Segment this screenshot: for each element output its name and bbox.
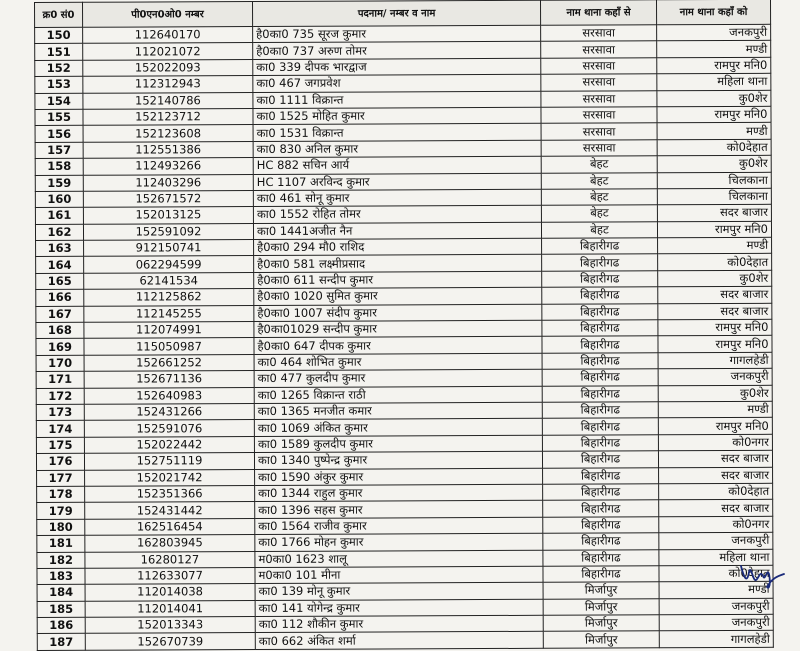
pno-cell: 152021742 [85, 469, 255, 486]
from-station-cell: बिहारीगढ [542, 353, 658, 370]
name-cell: का0 830 अनिल कुमार [253, 140, 541, 158]
pno-cell: 152123608 [83, 125, 253, 142]
to-station-cell: को0नगर [658, 434, 772, 451]
from-station-cell: बिहारीगढ [543, 484, 659, 501]
serial-cell: 160 [35, 191, 83, 208]
header-from-station: नाम थाना कहाँ से [540, 0, 656, 25]
to-station-cell: सदर बाजार [657, 205, 771, 222]
to-station-cell: महिला थाना [657, 73, 771, 90]
to-station-cell: रामपुर मनि0 [657, 106, 771, 123]
to-station-cell: को0देहात [657, 139, 771, 156]
name-cell: का0 1069 अंकित कुमार [254, 419, 542, 437]
serial-cell: 181 [37, 535, 85, 552]
serial-cell: 173 [36, 404, 84, 421]
serial-cell: 167 [36, 306, 84, 323]
name-cell: है0का0 735 सूरज कुमार [253, 25, 541, 43]
pno-cell: 152671136 [84, 371, 254, 388]
name-cell: का0 1531 विक्रान्त [253, 124, 541, 142]
name-cell: का0 464 शोभित कुमार [254, 353, 542, 371]
serial-cell: 162 [35, 224, 83, 241]
name-cell: का0 112 शौकीन कुमार [255, 615, 543, 633]
to-station-cell: कु0शेर [657, 90, 771, 107]
to-station-cell: को0नगर [659, 516, 773, 533]
transfer-table [34, 0, 774, 651]
pno-cell: 912150741 [84, 240, 254, 257]
to-station-cell: जनकपुरी [658, 368, 772, 385]
serial-cell: 155 [35, 109, 83, 126]
from-station-cell: बेहट [541, 205, 657, 222]
to-station-cell: मण्डी [658, 237, 772, 254]
serial-cell: 157 [35, 142, 83, 159]
from-station-cell: सरसावा [541, 58, 657, 75]
name-cell: HC 882 सचिन आर्य [253, 156, 541, 174]
to-station-cell: चिलकाना [657, 172, 771, 189]
from-station-cell: सरसावा [541, 140, 657, 157]
to-station-cell: कु0शेर [658, 270, 772, 287]
from-station-cell: बेहट [541, 172, 657, 189]
from-station-cell: सरसावा [541, 107, 657, 124]
name-cell: है0का0 294 मौ0 राशिद [254, 238, 542, 256]
pno-cell: 112403296 [83, 174, 253, 191]
to-station-cell: मण्डी [657, 123, 771, 140]
serial-cell: 185 [37, 601, 85, 618]
pno-cell: 112074991 [84, 322, 254, 339]
pno-cell: 152013343 [85, 617, 255, 634]
from-station-cell: बिहारीगढ [542, 435, 658, 452]
name-cell: HC 1107 अरविन्द कुमार [253, 173, 541, 191]
pno-cell: 112125862 [84, 289, 254, 306]
serial-cell: 166 [36, 290, 84, 307]
to-station-cell: सदर बाजार [658, 303, 772, 320]
name-cell: म0का0 1623 शालू [255, 550, 543, 568]
name-cell: का0 1111 विक्रान्त [253, 91, 541, 109]
pno-cell: 152591092 [83, 223, 253, 240]
serial-cell: 184 [37, 585, 85, 602]
serial-cell: 168 [36, 322, 84, 339]
to-station-cell: चिलकाना [657, 188, 771, 205]
serial-cell: 165 [36, 273, 84, 290]
from-station-cell: बिहारीगढ [542, 402, 658, 419]
name-cell: का0 139 मोनू कुमार [255, 583, 543, 601]
serial-cell: 187 [37, 634, 85, 651]
serial-cell: 159 [35, 175, 83, 192]
serial-cell: 172 [36, 388, 84, 405]
serial-cell: 151 [35, 44, 83, 61]
from-station-cell: सरसावा [541, 74, 657, 91]
to-station-cell: जनकपुरी [659, 614, 773, 631]
name-cell: का0 339 दीपक भारद्वाज [253, 58, 541, 76]
from-station-cell: बिहारीगढ [543, 549, 659, 566]
pno-cell: 152661252 [84, 354, 254, 371]
from-station-cell: मिर्जापुर [543, 631, 659, 648]
pno-cell: 152591076 [84, 420, 254, 437]
to-station-cell: महिला थाना [659, 549, 773, 566]
pno-cell: 152022442 [84, 436, 254, 453]
pno-cell: 62141534 [84, 272, 254, 289]
pno-cell: 112145255 [84, 305, 254, 322]
to-station-cell: जनकपुरी [659, 532, 773, 549]
from-station-cell: बिहारीगढ [542, 320, 658, 337]
name-cell: का0 1265 विक्रान्त राठी [254, 386, 542, 404]
serial-cell: 156 [35, 126, 83, 143]
table-header-row [35, 0, 771, 27]
from-station-cell: बिहारीगढ [543, 533, 659, 550]
pno-cell: 112633077 [85, 567, 255, 584]
from-station-cell: सरसावा [541, 90, 657, 107]
name-cell: का0 1564 राजीव कुमार [255, 517, 543, 535]
from-station-cell: बिहारीगढ [543, 467, 659, 484]
from-station-cell: मिर्जापुर [543, 598, 659, 615]
serial-cell: 180 [37, 519, 85, 536]
from-station-cell: बिहारीगढ [542, 238, 658, 255]
pno-cell: 112551386 [83, 141, 253, 158]
name-cell: का0 1590 अंकुर कुमार [255, 468, 543, 486]
from-station-cell: मिर्जापुर [543, 582, 659, 599]
from-station-cell: बिहारीगढ [542, 254, 658, 271]
to-station-cell: रामपुर मनि0 [658, 336, 772, 353]
from-station-cell: बिहारीगढ [542, 303, 658, 320]
to-station-cell: सदर बाजार [658, 450, 772, 467]
pno-cell: 152751119 [84, 453, 254, 470]
from-station-cell: बिहारीगढ [542, 369, 658, 386]
serial-cell: 161 [35, 208, 83, 225]
from-station-cell: सरसावा [541, 41, 657, 58]
pno-cell: 152123712 [83, 108, 253, 125]
name-cell: है0का01029 सन्दीप कुमार [254, 320, 542, 338]
name-cell: का0 1441अजीत नैन [253, 222, 541, 240]
serial-cell: 164 [36, 257, 84, 274]
from-station-cell: बिहारीगढ [542, 418, 658, 435]
name-cell: है0का0 737 अरुण तोमर [253, 42, 541, 60]
from-station-cell: बेहट [541, 189, 657, 206]
to-station-cell: मण्डी [659, 582, 773, 599]
table-body [35, 24, 774, 650]
from-station-cell: बेहट [541, 221, 657, 238]
from-station-cell: बिहारीगढ [542, 385, 658, 402]
from-station-cell: बिहारीगढ [542, 271, 658, 288]
serial-cell: 175 [36, 437, 84, 454]
name-cell: का0 662 अंकित शर्मा [255, 632, 543, 650]
pno-cell: 152670739 [85, 633, 255, 650]
header-pno: पी0एन0ओ0 नम्बर [83, 2, 253, 28]
name-cell: है0का0 611 सन्दीप कुमार [254, 271, 542, 289]
from-station-cell: बिहारीगढ [543, 500, 659, 517]
to-station-cell: मण्डी [658, 401, 772, 418]
name-cell: का0 1340 पुष्पेन्द्र कुमार [254, 451, 542, 469]
serial-cell: 179 [37, 503, 85, 520]
to-station-cell: कु0शेर [658, 385, 772, 402]
name-cell: का0 1396 सहस कुमार [255, 501, 543, 519]
serial-cell: 169 [36, 339, 84, 356]
to-station-cell: को0देहात [659, 483, 773, 500]
pno-cell: 16280127 [85, 551, 255, 568]
pno-cell: 152140786 [83, 92, 253, 109]
to-station-cell: जनकपुरी [659, 598, 773, 615]
from-station-cell: सरसावा [541, 25, 657, 42]
pno-cell: 152640983 [84, 387, 254, 404]
serial-cell: 152 [35, 60, 83, 77]
pno-cell: 162516454 [85, 518, 255, 535]
pno-cell: 152022093 [83, 59, 253, 76]
name-cell: है0का0 647 दीपक कुमार [254, 337, 542, 355]
from-station-cell: बिहारीगढ [543, 516, 659, 533]
name-cell: का0 467 जगप्रवेश [253, 74, 541, 92]
to-station-cell: रामपुर मनि0 [658, 319, 772, 336]
serial-cell: 183 [37, 568, 85, 585]
serial-cell: 154 [35, 93, 83, 110]
name-cell: का0 1552 रोहित तोमर [253, 206, 541, 224]
to-station-cell: कु0शेर [657, 155, 771, 172]
serial-cell: 176 [36, 453, 84, 470]
name-cell: का0 141 योगेन्द्र कुमार [255, 599, 543, 617]
to-station-cell: रामपुर मनि0 [657, 221, 771, 238]
serial-cell: 186 [37, 617, 85, 634]
serial-cell: 153 [35, 76, 83, 93]
name-cell: का0 1365 मनजीत कमार [254, 402, 542, 420]
serial-cell: 170 [36, 355, 84, 372]
pno-cell: 112640170 [83, 27, 253, 44]
name-cell: का0 1766 मोहन कुमार [255, 533, 543, 551]
from-station-cell: बेहट [541, 156, 657, 173]
to-station-cell: रामपुर मनि0 [658, 418, 772, 435]
name-cell: है0का0 581 लक्ष्मीप्रसाद [254, 255, 542, 273]
handwritten-signature-icon [738, 560, 788, 590]
pno-cell: 112493266 [83, 158, 253, 175]
name-cell: है0का0 1020 सुमित कुमार [254, 288, 542, 306]
name-cell: म0का0 101 मीना [255, 566, 543, 584]
serial-cell: 178 [37, 486, 85, 503]
name-cell: का0 1344 राहुल कुमार [255, 484, 543, 502]
pno-cell: 162803945 [85, 535, 255, 552]
serial-cell: 174 [36, 421, 84, 438]
pno-cell: 062294599 [84, 256, 254, 273]
from-station-cell: बिहारीगढ [542, 336, 658, 353]
pno-cell: 152431266 [84, 404, 254, 421]
pno-cell: 112014041 [85, 600, 255, 617]
header-name: पदनाम/ नम्बर व नाम [253, 0, 541, 26]
header-serial: क्र0 सं0 [35, 2, 83, 27]
serial-cell: 177 [37, 470, 85, 487]
name-cell: का0 1589 कुलदीप कुमार [254, 435, 542, 453]
from-station-cell: बिहारीगढ [542, 287, 658, 304]
pno-cell: 152013125 [83, 207, 253, 224]
to-station-cell: को0देहात [659, 565, 773, 582]
pno-cell: 112014038 [85, 584, 255, 601]
to-station-cell: रामपुर मनि0 [657, 57, 771, 74]
pno-cell: 112021072 [83, 43, 253, 60]
name-cell: है0का0 1007 संदीप कुमार [254, 304, 542, 322]
name-cell: का0 461 सोनू कुमार [253, 189, 541, 207]
from-station-cell: मिर्जापुर [543, 615, 659, 632]
header-to-station: नाम थाना कहाँ को [656, 0, 770, 25]
pno-cell: 112312943 [83, 76, 253, 93]
from-station-cell: बिहारीगढ [542, 451, 658, 468]
serial-cell: 182 [37, 552, 85, 569]
serial-cell: 163 [36, 240, 84, 257]
to-station-cell: सदर बाजार [659, 500, 773, 517]
pno-cell: 152351366 [85, 485, 255, 502]
to-station-cell: जनकपुरी [657, 24, 771, 41]
serial-cell: 158 [35, 158, 83, 175]
to-station-cell: गागलहेडी [658, 352, 772, 369]
from-station-cell: बिहारीगढ [543, 566, 659, 583]
to-station-cell: मण्डी [657, 41, 771, 58]
from-station-cell: सरसावा [541, 123, 657, 140]
pno-cell: 115050987 [84, 338, 254, 355]
name-cell: का0 1525 मोहित कुमार [253, 107, 541, 125]
serial-cell: 150 [35, 27, 83, 44]
table-row [37, 631, 773, 651]
pno-cell: 152671572 [83, 190, 253, 207]
to-station-cell: को0देहात [658, 254, 772, 271]
pno-cell: 152431442 [85, 502, 255, 519]
to-station-cell: सदर बाजार [659, 467, 773, 484]
serial-cell: 171 [36, 371, 84, 388]
to-station-cell: गागलहेडी [659, 631, 773, 648]
name-cell: का0 477 कुलदीप कुमार [254, 369, 542, 387]
to-station-cell: सदर बाजार [658, 287, 772, 304]
